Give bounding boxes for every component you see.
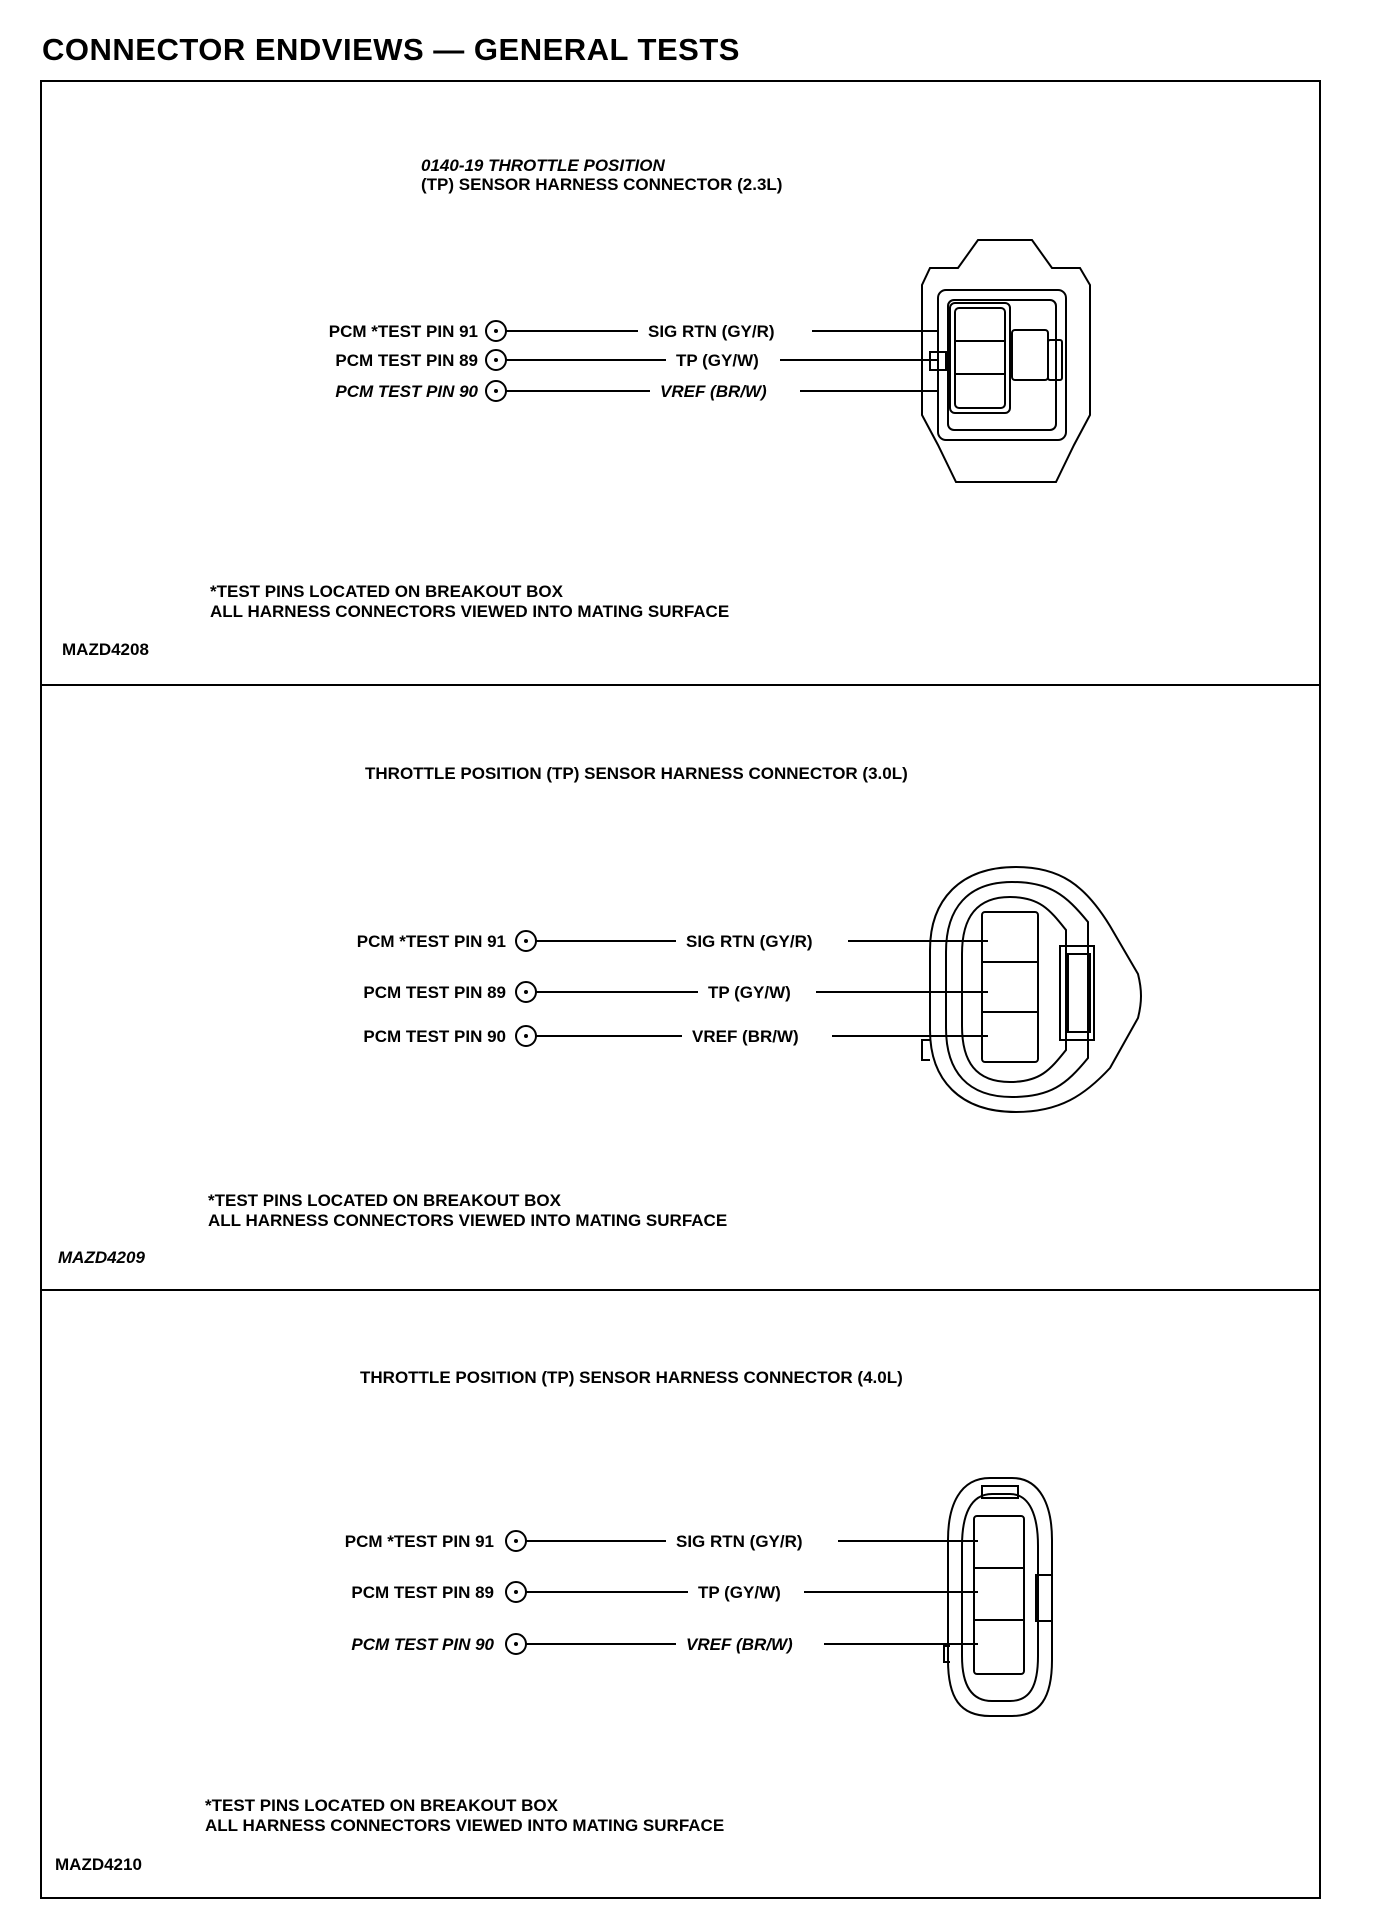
pin-label: PCM TEST PIN 90 [363, 1027, 506, 1046]
connector-endview-icon [922, 240, 1090, 482]
wire-signal: TP (GY/W) [708, 983, 791, 1002]
connector-endview-icon [944, 1478, 1052, 1716]
panel-4-0l [55, 1368, 1052, 1874]
wire-signal: TP (GY/W) [698, 1583, 781, 1602]
figure-id: MAZD4210 [55, 1855, 142, 1874]
pin-label: PCM TEST PIN 90 [351, 1635, 494, 1654]
wire-signal: VREF (BR/W) [660, 382, 767, 401]
pin-row [329, 321, 938, 341]
panel-2-3l [62, 156, 1090, 659]
pin-row [351, 1634, 978, 1654]
note-line1: *TEST PINS LOCATED ON BREAKOUT BOX [210, 582, 563, 601]
note-line2: ALL HARNESS CONNECTORS VIEWED INTO MATING SURFACE [208, 1211, 728, 1230]
pin-row [363, 1026, 988, 1046]
pin-label: PCM TEST PIN 89 [335, 351, 478, 370]
panel-title-line1: 0140-19 THROTTLE POSITION [421, 156, 665, 175]
pin-row [345, 1531, 978, 1551]
connector-endview-icon [922, 867, 1141, 1112]
pin-label: PCM TEST PIN 89 [351, 1583, 494, 1602]
figure-id: MAZD4209 [58, 1248, 145, 1267]
pin-label: PCM *TEST PIN 91 [344, 1532, 494, 1551]
note-line1: *TEST PINS LOCATED ON BREAKOUT BOX [208, 1191, 561, 1210]
pin-row [357, 931, 988, 951]
pin-row [335, 381, 938, 401]
page-title: CONNECTOR ENDVIEWS — GENERAL TESTS [42, 32, 740, 67]
panel-title-line2: (TP) SENSOR HARNESS CONNECTOR (2.3L) [421, 175, 783, 194]
pin-row [335, 350, 938, 370]
wire-signal: VREF (BR/W) [692, 1027, 799, 1046]
pin-label: PCM *TEST PIN 91 [328, 322, 478, 341]
note-line2: ALL HARNESS CONNECTORS VIEWED INTO MATING SURFACE [210, 602, 730, 621]
wire-signal: VREF (BR/W) [686, 1635, 793, 1654]
pin-row [351, 1582, 978, 1602]
wire-signal: SIG RTN (GY/R) [676, 1532, 803, 1551]
panel-3-0l [58, 764, 1141, 1267]
pin-row [363, 982, 988, 1002]
panel-title: THROTTLE POSITION (TP) SENSOR HARNESS CONNECTOR (4.0L) [360, 1368, 903, 1387]
note-line2: ALL HARNESS CONNECTORS VIEWED INTO MATING SURFACE [205, 1816, 725, 1835]
pin-label: PCM TEST PIN 90 [335, 382, 478, 401]
pin-label: PCM TEST PIN 89 [363, 983, 506, 1002]
wire-signal: SIG RTN (GY/R) [648, 322, 775, 341]
figure-id: MAZD4208 [62, 640, 149, 659]
pin-label: PCM *TEST PIN 91 [356, 932, 506, 951]
wire-signal: TP (GY/W) [676, 351, 759, 370]
wire-signal: SIG RTN (GY/R) [686, 932, 813, 951]
note-line1: *TEST PINS LOCATED ON BREAKOUT BOX [205, 1796, 558, 1815]
panel-title: THROTTLE POSITION (TP) SENSOR HARNESS CONNECTOR (3.0L) [365, 764, 908, 783]
